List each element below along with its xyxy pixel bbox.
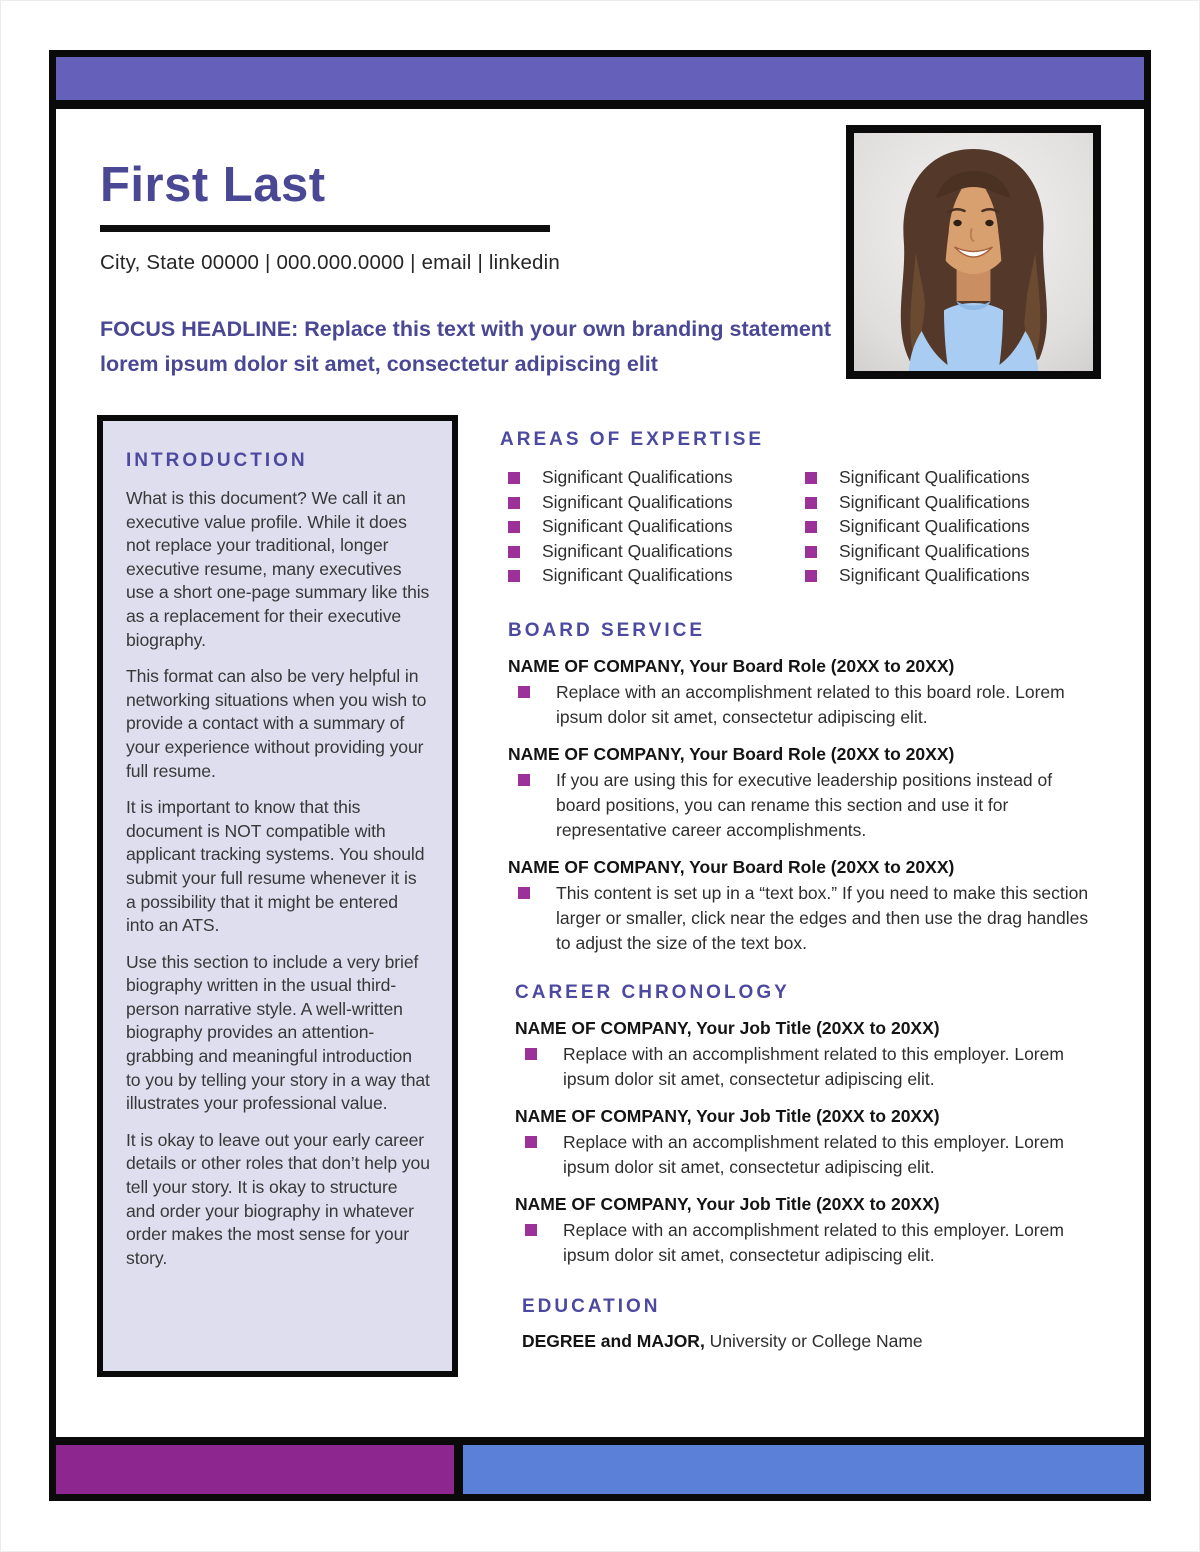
qualification-item: [500, 492, 797, 517]
bullet-row: [515, 1218, 1106, 1268]
square-bullet-icon: [525, 1136, 537, 1148]
square-bullet-icon: [525, 1224, 537, 1236]
square-bullet-icon: [518, 686, 530, 698]
intro-paragraph: This format can also be very helpful in networking situations when you wish to provide a contact with a summary of your experience without providing your full resume.: [126, 666, 427, 781]
career-entry: [515, 1016, 1106, 1092]
board-entry: [508, 654, 1106, 730]
section-areas-of-expertise: [500, 429, 1106, 590]
qualification-label: Significant Qualifications: [839, 540, 1030, 561]
contact-line: City, State 00000 | 000.000.0000 | email | linkedin: [100, 251, 560, 274]
qualification-item: [500, 541, 797, 566]
square-bullet-icon: [508, 497, 520, 509]
board-entry-bullet: This content is set up in a “text box.” If you need to make this section larger or smaller, click near the edges and then use the drag handles to adjust the size of the text box.: [556, 882, 1089, 953]
degree-label: DEGREE and MAJOR,: [522, 1330, 705, 1351]
square-bullet-icon: [508, 570, 520, 582]
career-entry: [515, 1192, 1106, 1268]
intro-paragraph: It is important to know that this document is NOT compatible with applicant tracking systems. You should submit your full resume whenever it is a possibility that it might be entered into an ATS.: [126, 797, 425, 936]
qualification-item: [797, 467, 1094, 492]
board-entry-title: NAME OF COMPANY, Your Board Role (20XX to 20XX): [508, 655, 955, 676]
areas-of-expertise-heading: AREAS OF EXPERTISE: [500, 429, 765, 450]
square-bullet-icon: [518, 774, 530, 786]
bullet-row: [508, 768, 1106, 843]
board-entry: [508, 742, 1106, 843]
main-column: [500, 429, 1106, 1352]
intro-paragraph: Use this section to include a very brief biography written in the usual third-person narrative style. A well-written biography provides an attention-grabbing and meaningful introduction to you by telling your story in a way that illustrates your professional value.: [126, 951, 430, 1114]
board-entry-bullet: Replace with an accomplishment related to this board role. Lorem ipsum dolor sit amet, consectetur adipiscing elit.: [556, 681, 1065, 727]
square-bullet-icon: [508, 521, 520, 533]
square-bullet-icon: [805, 472, 817, 484]
qualification-label: Significant Qualifications: [542, 516, 733, 536]
qualification-label: Significant Qualifications: [542, 491, 733, 512]
career-entry-title: NAME OF COMPANY, Your Job Title (20XX to 20XX): [515, 1105, 940, 1126]
board-entry: [508, 855, 1106, 956]
career-entries: [515, 1016, 1106, 1268]
top-accent-bar: [56, 57, 1144, 109]
board-entry-bullet: If you are using this for executive leadership positions instead of board positions, you can rename this section and use it for representative career accomplishments.: [556, 769, 1053, 840]
introduction-heading: INTRODUCTION: [126, 450, 308, 471]
qualifications-grid: [500, 467, 1106, 590]
qualification-item: [797, 565, 1094, 590]
qualification-label: Significant Qualifications: [542, 565, 733, 585]
qualification-label: Significant Qualifications: [839, 491, 1030, 512]
page-title: First Last: [100, 158, 326, 212]
section-education: [500, 1296, 1106, 1352]
section-board-service: [500, 620, 1106, 956]
qualification-label: Significant Qualifications: [839, 565, 1030, 585]
board-entry-title: NAME OF COMPANY, Your Board Role (20XX to 20XX): [508, 856, 955, 877]
qualification-item: [797, 541, 1094, 566]
bullet-row: [515, 1130, 1106, 1180]
bottom-accent-bars: [56, 1437, 1144, 1494]
board-entries: [508, 654, 1106, 956]
introduction-panel: [97, 415, 458, 1377]
qualification-label: Significant Qualifications: [542, 467, 733, 487]
bottom-bar-magenta: [56, 1445, 463, 1494]
career-entry-bullet: Replace with an accomplishment related to this employer. Lorem ipsum dolor sit amet, consectetur adipiscing elit.: [563, 1219, 1064, 1265]
qualification-label: Significant Qualifications: [839, 467, 1030, 487]
career-entry-title: NAME OF COMPANY, Your Job Title (20XX to 20XX): [515, 1193, 940, 1214]
focus-headline: FOCUS HEADLINE: Replace this text with your own branding statement lorem ipsum dolor sit amet, consectetur adipiscing elit: [100, 317, 832, 376]
section-career-chronology: [500, 982, 1106, 1268]
bottom-bar-blue: [463, 1445, 1144, 1494]
square-bullet-icon: [805, 570, 817, 582]
qualification-item: [500, 516, 797, 541]
intro-paragraph: It is okay to leave out your early career details or other roles that don’t help you tell your story. It is okay to structure and order your biography in whatever order makes the most sense for your story.: [126, 1129, 430, 1268]
qualification-label: Significant Qualifications: [542, 540, 733, 561]
board-service-heading: BOARD SERVICE: [508, 619, 706, 641]
qualification-item: [500, 565, 797, 590]
education-entry: [522, 1331, 1106, 1352]
page-content: [56, 109, 1144, 1437]
school-label: University or College Name: [704, 1330, 923, 1351]
bullet-row: [515, 1042, 1106, 1092]
qualification-item: [500, 467, 797, 492]
bullet-row: [508, 881, 1106, 956]
career-entry: [515, 1104, 1106, 1180]
name-underline: [100, 225, 550, 232]
square-bullet-icon: [508, 546, 520, 558]
profile-photo: [846, 125, 1101, 379]
square-bullet-icon: [805, 546, 817, 558]
career-entry-bullet: Replace with an accomplishment related to this employer. Lorem ipsum dolor sit amet, consectetur adipiscing elit.: [563, 1043, 1064, 1089]
career-chronology-heading: CAREER CHRONOLOGY: [515, 981, 790, 1003]
qualification-item: [797, 516, 1094, 541]
education-heading: EDUCATION: [522, 1295, 661, 1317]
square-bullet-icon: [518, 887, 530, 899]
page-frame: [49, 50, 1151, 1501]
career-entry-bullet: Replace with an accomplishment related to this employer. Lorem ipsum dolor sit amet, consectetur adipiscing elit.: [563, 1131, 1064, 1177]
square-bullet-icon: [508, 472, 520, 484]
square-bullet-icon: [805, 497, 817, 509]
board-entry-title: NAME OF COMPANY, Your Board Role (20XX to 20XX): [508, 743, 955, 764]
qualification-label: Significant Qualifications: [839, 516, 1030, 536]
square-bullet-icon: [805, 521, 817, 533]
intro-paragraph: What is this document? We call it an executive value profile. While it does not replace your traditional, longer executive resume, many executives use a short one-page summary like this as a replacement for their executive biography.: [126, 488, 430, 650]
bullet-row: [508, 680, 1106, 730]
career-entry-title: NAME OF COMPANY, Your Job Title (20XX to 20XX): [515, 1017, 940, 1038]
portrait-illustration: [854, 133, 1093, 371]
square-bullet-icon: [525, 1048, 537, 1060]
qualification-item: [797, 492, 1094, 517]
